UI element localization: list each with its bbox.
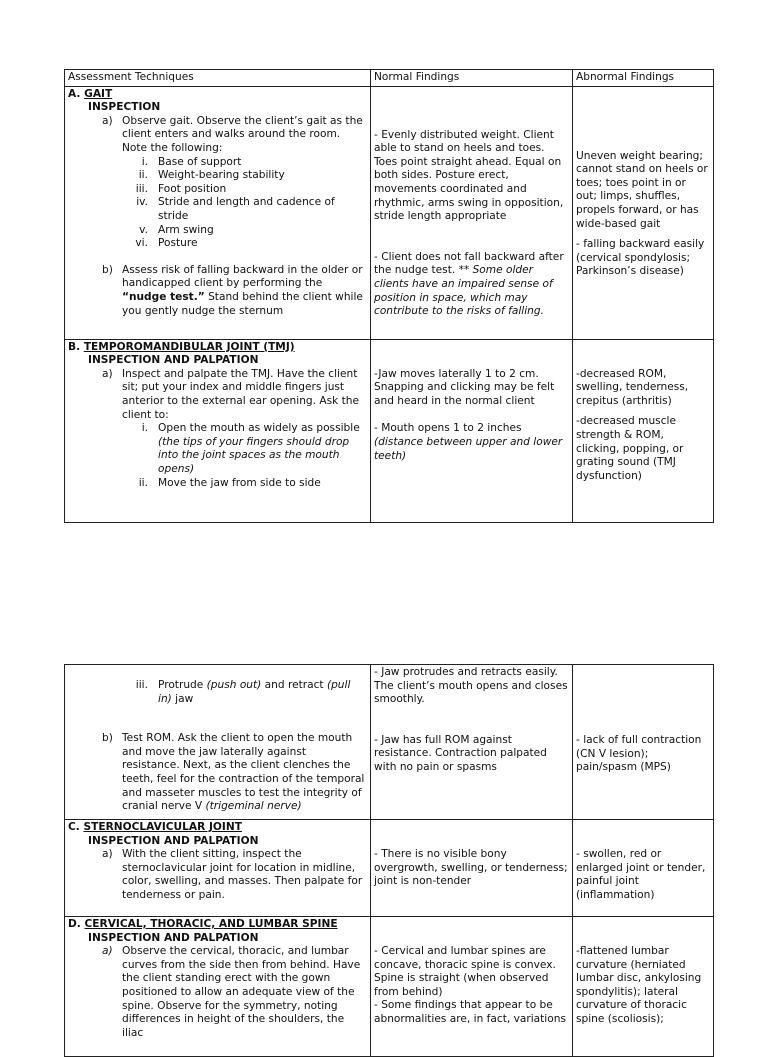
assessment-table-page-2: [64, 664, 714, 1057]
sternoclavicular-abnormal: - swollen, red or enlarged joint or tender, painful joint (inflammation): [576, 848, 706, 901]
spine-normal-1: - Cervical and lumbar spines are concave, thoracic spine is convex. Spine is straight (when observed from behind): [374, 945, 556, 998]
list-item: vi. Posture: [135, 237, 198, 250]
list-item: i. Base of support: [141, 155, 242, 168]
tmj-normal-2-note: (distance between upper and lower teeth): [374, 435, 563, 462]
section-title-tmj: TEMPOROMANDIBULAR JOINT (TMJ): [83, 340, 295, 353]
table-row-spine: [65, 917, 714, 1057]
sternoclavicular-step-a: a) With the client sitting, inspect the sternoclavicular joint for location in midline, color, swelling, and masses. Then palpate for tenderness or pain.: [102, 848, 363, 901]
spine-technique-cell: [65, 917, 371, 1057]
header-assessment-techniques: Assessment Techniques: [65, 70, 371, 87]
tmj-normal-2: - Mouth opens 1 to 2 inches: [374, 422, 522, 435]
list-item: ii. Move the jaw from side to side: [138, 476, 321, 489]
subhead-inspection: INSPECTION: [88, 101, 161, 114]
gait-abnormal-b: - falling backward easily (cervical spondylosis; Parkinson’s disease): [576, 238, 705, 278]
table-row-tmj: [65, 339, 714, 522]
list-item: v. Arm swing: [139, 223, 214, 236]
assessment-table-page-1: [64, 69, 714, 523]
table-row-gait: [65, 86, 714, 339]
list-item: i. Open the mouth as widely as possible (the tips of your fingers should drop into the joint spaces as the mouth opens): [141, 422, 360, 475]
gait-step-b: b) Assess risk of falling backward in the older or handicapped client by performing the “nudge test.” Stand behind the client while you gently nudge the sternum: [102, 263, 363, 317]
gait-normal-a: - Evenly distributed weight. Client able to stand on heels and toes. Toes point straight ahead. Equal on both sides. Posture erect, movements coordinated and rhythmic, arms swing in opposition, stride length appropriate: [374, 128, 564, 223]
sternoclavicular-normal-cell: [371, 820, 573, 917]
gait-normal-b: - Client does not fall backward after the nudge test. ** Some older clients have an impaired sense of position in space, which may contribute to the risks of falling.: [374, 250, 564, 318]
list-item: iii. Protrude (push out) and retract (pull in) jaw: [135, 679, 351, 705]
section-title-sternoclavicular: STERNOCLAVICULAR JOINT: [83, 821, 242, 833]
tmj-iii-normal: - Jaw protrudes and retracts easily. The client’s mouth opens and closes smoothly.: [374, 666, 568, 706]
spine-normal-cell: [371, 917, 573, 1057]
table-row-sternoclavicular: [65, 820, 714, 917]
trigeminal-nerve-note: (trigeminal nerve): [205, 800, 302, 813]
subhead-inspection-palpation: INSPECTION AND PALPATION: [88, 354, 259, 367]
section-title-spine: CERVICAL, THORACIC, AND LUMBAR SPINE: [84, 918, 338, 930]
tmj-technique-cell: [65, 339, 371, 522]
gait-abnormal-cell: [573, 86, 714, 339]
header-row: [65, 70, 714, 87]
spine-normal-2: - Some findings that appear to be abnormalities are, in fact, variations: [374, 999, 566, 1025]
tmj-normal-cell: [371, 339, 573, 522]
subhead-inspection-palpation: INSPECTION AND PALPATION: [88, 834, 259, 847]
tmj-continued-technique-cell: [65, 665, 371, 820]
header-abnormal-findings: Abnormal Findings: [573, 70, 714, 87]
spine-abnormal-cell: [573, 917, 714, 1057]
section-heading-spine: D. CERVICAL, THORACIC, AND LUMBAR SPINE: [68, 918, 338, 930]
section-heading-sternoclavicular: C. STERNOCLAVICULAR JOINT: [68, 821, 242, 833]
tmj-normal-1: -Jaw moves laterally 1 to 2 cm. Snapping and clicking may be felt and heard in the normal client: [374, 367, 555, 407]
nudge-test-term: “nudge test.”: [122, 290, 205, 303]
section-title-gait: GAIT: [84, 87, 113, 100]
tmj-b-normal: - Jaw has full ROM against resistance. Contraction palpated with no pain or spasms: [374, 733, 547, 773]
list-item: iv. Stride and length and cadence of stride: [136, 196, 335, 222]
table-row-tmj-continued: [65, 665, 714, 820]
tmj-step-a: a) Inspect and palpate the TMJ. Have the client sit; put your index and middle fingers just anterior to the external ear opening. Ask the client to:: [102, 367, 360, 421]
spine-step-a: a) Observe the cervical, thoracic, and lumbar curves from the side then from behind. Have the client standing erect with the gown positioned to allow an adequate view of the spine. Observe for the symmetry, noting differences in height of the shoulders, the iliac: [102, 945, 361, 1039]
gait-step-a: a) Observe gait. Observe the client’s gait as the client enters and walks around the room. Note the following:: [102, 114, 363, 154]
gait-technique-cell: [65, 86, 371, 339]
section-heading-gait: A. GAIT: [68, 87, 113, 100]
list-item: ii. Weight-bearing stability: [138, 169, 285, 182]
gait-abnormal-a: Uneven weight bearing; cannot stand on heels or toes; toes point in or out; limps, shuffles, propels forward, or has wide-based gait: [576, 149, 708, 230]
gait-normal-cell: [371, 86, 573, 339]
tmj-abnormal-1: -decreased ROM, swelling, tenderness, crepitus (arthritis): [576, 367, 689, 407]
list-item: iii. Foot position: [135, 182, 227, 195]
sternoclavicular-abnormal-cell: [573, 820, 714, 917]
tmj-b-abnormal: - lack of full contraction (CN V lesion); pain/spasm (MPS): [576, 734, 702, 774]
section-heading-tmj: B. TEMPOROMANDIBULAR JOINT (TMJ): [68, 340, 295, 353]
tmj-i-note: (the tips of your fingers should drop into the joint spaces as the mouth opens): [158, 435, 350, 475]
sternoclavicular-technique-cell: [65, 820, 371, 917]
tmj-continued-abnormal-cell: [573, 665, 714, 820]
tmj-abnormal-2: -decreased muscle strength & ROM, clicking, popping, or grating sound (TMJ dysfunction): [576, 415, 684, 482]
tmj-continued-normal-cell: [371, 665, 573, 820]
spine-abnormal: -flattened lumbar curvature (herniated lumbar disc, ankylosing spondylitis); lateral curvature of thoracic spine (scoliosis);: [576, 945, 702, 1025]
subhead-inspection-palpation: INSPECTION AND PALPATION: [88, 931, 259, 944]
gait-normal-b-note: ** Some older clients have an impaired sense of position in space, which may contribute to the risks of falling.: [374, 264, 553, 318]
header-normal-findings: Normal Findings: [371, 70, 573, 87]
sternoclavicular-normal: - There is no visible bony overgrowth, swelling, or tenderness; joint is non-tender: [374, 848, 568, 888]
tmj-abnormal-cell: [573, 339, 714, 522]
tmj-step-b: b) Test ROM. Ask the client to open the mouth and move the jaw laterally against resistance. Next, as the client clenches the teeth, feel for the contraction of the temporal and masseter muscles to test the integrity of cranial nerve V (trigeminal nerve): [102, 732, 365, 813]
